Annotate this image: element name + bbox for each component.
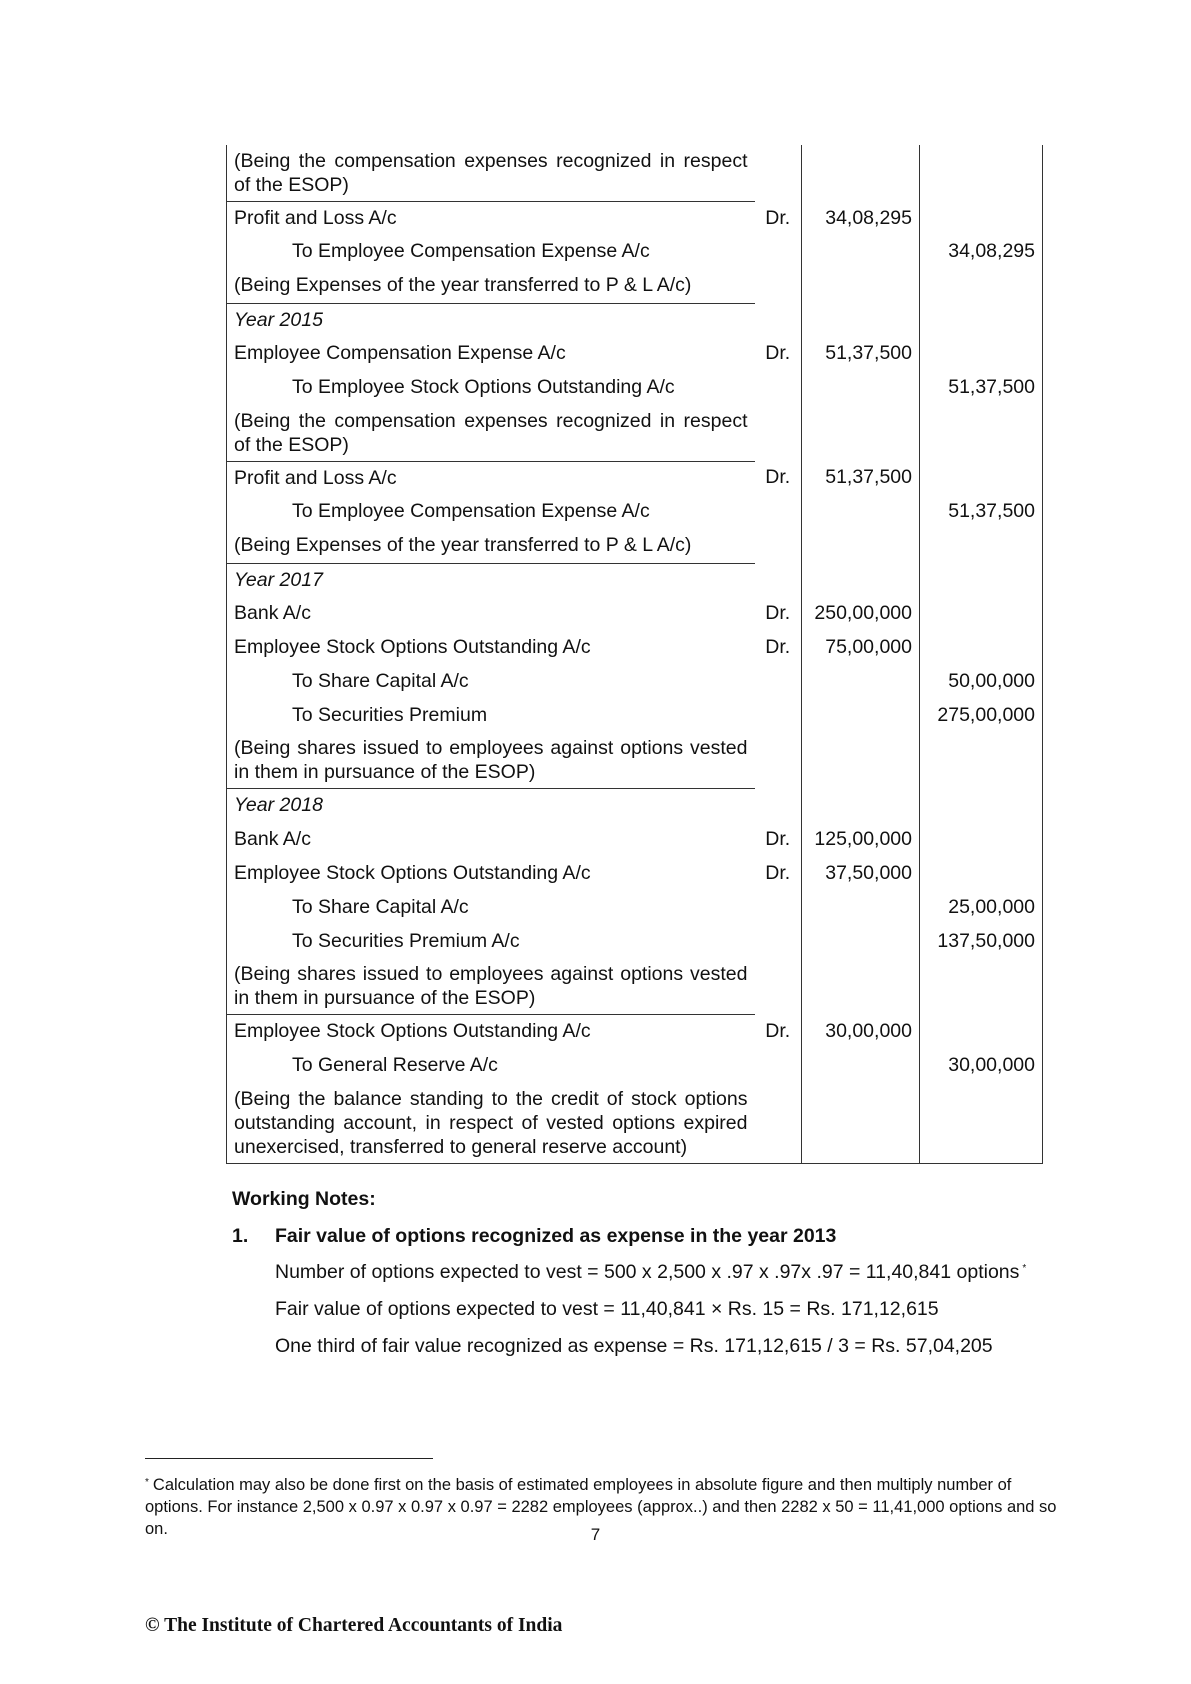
dr-cell bbox=[755, 1049, 802, 1083]
dr-cell bbox=[755, 303, 802, 337]
debit-amount-cell bbox=[802, 958, 920, 1015]
calculation-line: One third of fair value recognized as expense = Rs. 171,12,615 / 3 = Rs. 57,04,205 bbox=[275, 1335, 993, 1357]
year-heading: Year 2017 bbox=[227, 563, 755, 597]
credit-amount-cell: 34,08,295 bbox=[920, 235, 1043, 269]
particulars-cell bbox=[227, 699, 755, 733]
particulars-cell bbox=[227, 891, 755, 925]
footnote-text: Calculation may also be done first on the basis of estimated employees in absolute figure and then multiply number of options. For instance 2,500 x 0.97 x 0.97 x 0.97 = 2282 employees (approx..) and then 2282 x 50 = 11,41,000 options and so on. bbox=[145, 1476, 1057, 1538]
credit-amount-cell: 51,37,500 bbox=[920, 371, 1043, 405]
particulars-cell: (Being the compensation expenses recognized in respect of the ESOP) bbox=[227, 145, 755, 202]
dr-cell: Dr. bbox=[755, 461, 802, 495]
table-row bbox=[227, 1049, 1043, 1083]
footnote-mark: * bbox=[145, 1477, 149, 1488]
dr-cell bbox=[755, 1083, 802, 1164]
particulars-text: To Share Capital A/c bbox=[292, 669, 469, 692]
table-row bbox=[227, 665, 1043, 699]
credit-amount-cell bbox=[920, 563, 1043, 597]
dr-cell bbox=[755, 405, 802, 462]
table-row bbox=[227, 1015, 1043, 1049]
dr-cell bbox=[755, 145, 802, 202]
dr-cell bbox=[755, 529, 802, 563]
page-number: 7 bbox=[590, 1525, 601, 1544]
table-row bbox=[227, 202, 1043, 236]
particulars-text: To Securities Premium A/c bbox=[292, 929, 520, 952]
credit-amount-cell bbox=[920, 631, 1043, 665]
particulars-cell bbox=[227, 495, 755, 529]
debit-amount-cell bbox=[802, 925, 920, 959]
particulars-text: To Share Capital A/c bbox=[292, 895, 469, 918]
table-row bbox=[227, 269, 1043, 303]
particulars-cell: Employee Stock Options Outstanding A/c bbox=[227, 857, 755, 891]
table-row bbox=[227, 732, 1043, 789]
journal-entries-table bbox=[226, 145, 1043, 1164]
table-row bbox=[227, 563, 1043, 597]
debit-amount-cell: 30,00,000 bbox=[802, 1015, 920, 1049]
table-row bbox=[227, 529, 1043, 563]
particulars-cell: (Being Expenses of the year transferred to P & L A/c) bbox=[227, 269, 755, 303]
dr-cell: Dr. bbox=[755, 857, 802, 891]
dr-cell: Dr. bbox=[755, 823, 802, 857]
credit-amount-cell bbox=[920, 857, 1043, 891]
particulars-cell bbox=[227, 371, 755, 405]
table-row bbox=[227, 303, 1043, 337]
debit-amount-cell bbox=[802, 235, 920, 269]
dr-cell bbox=[755, 958, 802, 1015]
particulars-cell: Employee Stock Options Outstanding A/c bbox=[227, 1015, 755, 1049]
credit-amount-cell: 50,00,000 bbox=[920, 665, 1043, 699]
particulars-text: To Employee Compensation Expense A/c bbox=[292, 500, 650, 523]
particulars-cell: Bank A/c bbox=[227, 823, 755, 857]
particulars-text: To Securities Premium bbox=[292, 703, 488, 726]
debit-amount-cell bbox=[802, 699, 920, 733]
dr-cell bbox=[755, 699, 802, 733]
table-row bbox=[227, 699, 1043, 733]
credit-amount-cell bbox=[920, 529, 1043, 563]
dr-cell bbox=[755, 665, 802, 699]
dr-cell: Dr. bbox=[755, 202, 802, 236]
dr-cell: Dr. bbox=[755, 597, 802, 631]
calculation-text: Number of options expected to vest = 500 x 2,500 x .97 x .97x .97 = 11,40,841 options bbox=[275, 1261, 1020, 1283]
dr-cell bbox=[755, 925, 802, 959]
credit-amount-cell bbox=[920, 145, 1043, 202]
table-row bbox=[227, 958, 1043, 1015]
credit-amount-cell bbox=[920, 732, 1043, 789]
table-row bbox=[227, 337, 1043, 371]
dr-cell bbox=[755, 371, 802, 405]
table-row bbox=[227, 789, 1043, 823]
dr-cell bbox=[755, 563, 802, 597]
dr-cell bbox=[755, 269, 802, 303]
particulars-cell: Employee Compensation Expense A/c bbox=[227, 337, 755, 371]
particulars-cell bbox=[227, 925, 755, 959]
credit-amount-cell: 30,00,000 bbox=[920, 1049, 1043, 1083]
calculation-line: Fair value of options expected to vest = 11,40,841 × Rs. 15 = Rs. 171,12,615 bbox=[275, 1298, 939, 1320]
particulars-cell: Profit and Loss A/c bbox=[227, 461, 755, 495]
debit-amount-cell: 250,00,000 bbox=[802, 597, 920, 631]
particulars-text: To Employee Compensation Expense A/c bbox=[292, 240, 650, 263]
debit-amount-cell: 75,00,000 bbox=[802, 631, 920, 665]
credit-amount-cell: 137,50,000 bbox=[920, 925, 1043, 959]
year-heading: Year 2018 bbox=[227, 789, 755, 823]
table-row bbox=[227, 235, 1043, 269]
debit-amount-cell bbox=[802, 563, 920, 597]
credit-amount-cell bbox=[920, 303, 1043, 337]
credit-amount-cell bbox=[920, 202, 1043, 236]
debit-amount-cell bbox=[802, 1083, 920, 1164]
table-row bbox=[227, 145, 1043, 202]
credit-amount-cell: 25,00,000 bbox=[920, 891, 1043, 925]
table-row bbox=[227, 925, 1043, 959]
footnote-reference: * bbox=[1022, 1263, 1027, 1274]
particulars-cell: Employee Stock Options Outstanding A/c bbox=[227, 631, 755, 665]
working-notes-heading: Working Notes: bbox=[232, 1188, 376, 1210]
debit-amount-cell bbox=[802, 371, 920, 405]
debit-amount-cell: 51,37,500 bbox=[802, 337, 920, 371]
debit-amount-cell bbox=[802, 732, 920, 789]
table-row bbox=[227, 823, 1043, 857]
credit-amount-cell: 51,37,500 bbox=[920, 495, 1043, 529]
credit-amount-cell bbox=[920, 958, 1043, 1015]
particulars-cell bbox=[227, 235, 755, 269]
debit-amount-cell bbox=[802, 1049, 920, 1083]
particulars-cell: Bank A/c bbox=[227, 597, 755, 631]
credit-amount-cell: 275,00,000 bbox=[920, 699, 1043, 733]
credit-amount-cell bbox=[920, 1015, 1043, 1049]
debit-amount-cell: 34,08,295 bbox=[802, 202, 920, 236]
particulars-cell bbox=[227, 1049, 755, 1083]
credit-amount-cell bbox=[920, 1083, 1043, 1164]
particulars-cell: (Being shares issued to employees against options vested in them in pursuance of the ESOP) bbox=[227, 958, 755, 1015]
debit-amount-cell bbox=[802, 891, 920, 925]
footnote-divider bbox=[145, 1458, 433, 1459]
credit-amount-cell bbox=[920, 823, 1043, 857]
table-row bbox=[227, 371, 1043, 405]
particulars-cell bbox=[227, 665, 755, 699]
particulars-cell: (Being the balance standing to the credit of stock options outstanding account, in respect of vested options expired unexercised, transferred to general reserve account) bbox=[227, 1083, 755, 1164]
table-row bbox=[227, 891, 1043, 925]
debit-amount-cell bbox=[802, 145, 920, 202]
working-note-number: 1. bbox=[232, 1225, 249, 1247]
table-row bbox=[227, 597, 1043, 631]
particulars-text: To General Reserve A/c bbox=[292, 1053, 498, 1076]
debit-amount-cell bbox=[802, 665, 920, 699]
debit-amount-cell bbox=[802, 789, 920, 823]
table-row bbox=[227, 461, 1043, 495]
table-row bbox=[227, 857, 1043, 891]
table-row bbox=[227, 405, 1043, 462]
table-row bbox=[227, 495, 1043, 529]
copyright-footer: © The Institute of Chartered Accountants of India bbox=[145, 1615, 563, 1636]
dr-cell: Dr. bbox=[755, 631, 802, 665]
credit-amount-cell bbox=[920, 405, 1043, 462]
particulars-text: To Employee Stock Options Outstanding A/c bbox=[292, 375, 675, 398]
dr-cell bbox=[755, 495, 802, 529]
credit-amount-cell bbox=[920, 269, 1043, 303]
dr-cell bbox=[755, 235, 802, 269]
dr-cell bbox=[755, 891, 802, 925]
table-row bbox=[227, 631, 1043, 665]
debit-amount-cell: 37,50,000 bbox=[802, 857, 920, 891]
debit-amount-cell bbox=[802, 269, 920, 303]
credit-amount-cell bbox=[920, 789, 1043, 823]
debit-amount-cell bbox=[802, 495, 920, 529]
particulars-cell: (Being Expenses of the year transferred to P & L A/c) bbox=[227, 529, 755, 563]
debit-amount-cell: 125,00,000 bbox=[802, 823, 920, 857]
working-note-title: Fair value of options recognized as expense in the year 2013 bbox=[275, 1225, 837, 1247]
debit-amount-cell bbox=[802, 405, 920, 462]
particulars-cell: Profit and Loss A/c bbox=[227, 202, 755, 236]
dr-cell bbox=[755, 789, 802, 823]
calculation-line bbox=[275, 1261, 1026, 1284]
dr-cell bbox=[755, 732, 802, 789]
credit-amount-cell bbox=[920, 337, 1043, 371]
particulars-cell: (Being shares issued to employees against options vested in them in pursuance of the ESOP) bbox=[227, 732, 755, 789]
debit-amount-cell bbox=[802, 529, 920, 563]
credit-amount-cell bbox=[920, 461, 1043, 495]
table-row bbox=[227, 1083, 1043, 1164]
year-heading: Year 2015 bbox=[227, 303, 755, 337]
debit-amount-cell: 51,37,500 bbox=[802, 461, 920, 495]
credit-amount-cell bbox=[920, 597, 1043, 631]
debit-amount-cell bbox=[802, 303, 920, 337]
dr-cell: Dr. bbox=[755, 1015, 802, 1049]
particulars-cell: (Being the compensation expenses recognized in respect of the ESOP) bbox=[227, 405, 755, 462]
dr-cell: Dr. bbox=[755, 337, 802, 371]
